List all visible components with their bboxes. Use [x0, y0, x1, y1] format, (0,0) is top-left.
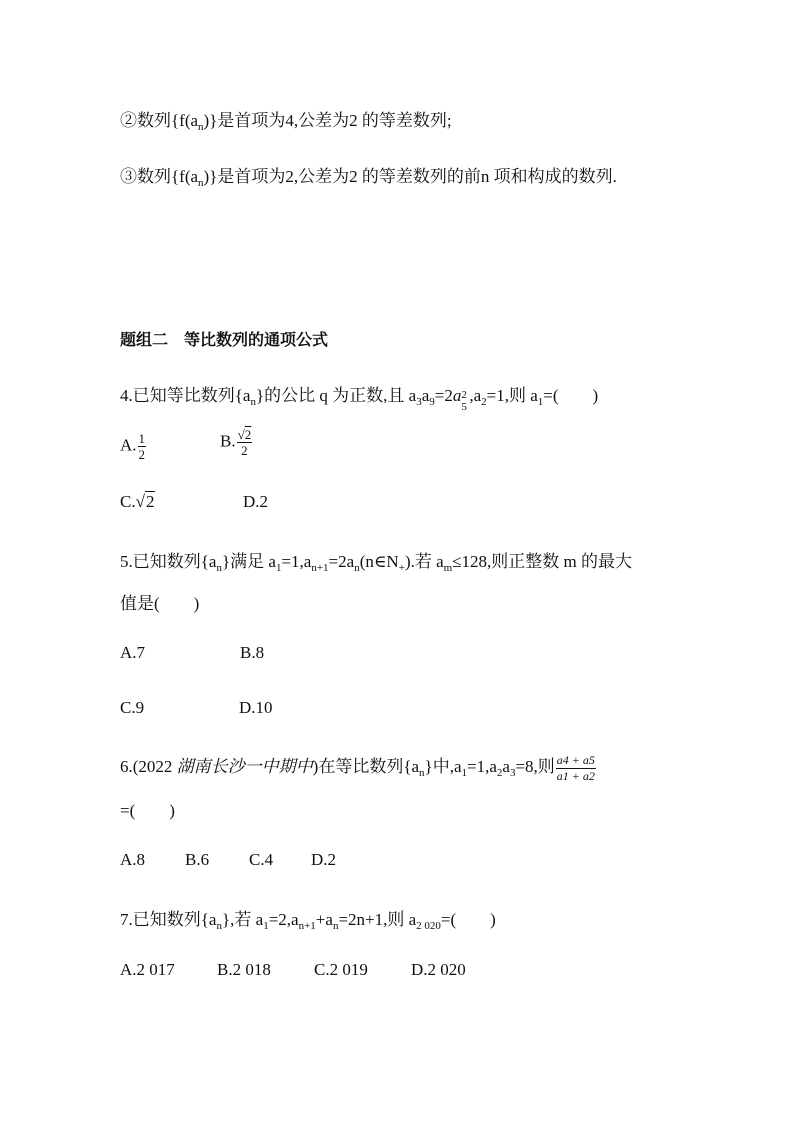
item-condition-3 — [120, 162, 617, 187]
q7-option-c[interactable]: C.2 019 — [314, 960, 368, 979]
text: =( ) — [543, 386, 599, 405]
text: ③数列{f(a — [120, 167, 199, 186]
subscript: 1 — [461, 767, 468, 779]
question-6-line-2: =( ) — [120, 801, 175, 820]
q7-option-a[interactable]: A.2 017 — [120, 960, 175, 979]
question-source: 湖南长沙一中期中 — [176, 757, 313, 776]
section-heading: 题组二 等比数列的通项公式 — [120, 330, 329, 349]
q6-option-d[interactable]: D.2 — [311, 850, 337, 869]
text: =2a — [328, 552, 355, 571]
numerator: a4 + a5 — [556, 752, 595, 767]
denominator: 2 — [138, 447, 146, 462]
subscript: 2 — [496, 767, 503, 779]
subscript: 3 — [416, 396, 422, 408]
text: 6.(2022 — [120, 757, 177, 776]
text: )}是首项为4,公差为2 的等差数列; — [203, 111, 452, 130]
text: }中,a — [424, 757, 462, 776]
subscript: 3 — [509, 767, 516, 779]
text: =2,a — [268, 910, 299, 929]
q6-option-a[interactable]: A.8 — [120, 850, 146, 869]
text: (n∈N — [359, 552, 399, 571]
item-condition-2 — [120, 106, 452, 131]
subscript: + — [398, 562, 405, 574]
q7-option-b[interactable]: B.2 018 — [217, 960, 271, 979]
fraction — [237, 427, 253, 458]
text: )在等比数列{a — [312, 757, 420, 776]
option-label: B. — [220, 431, 236, 451]
subscript: n — [198, 121, 204, 133]
radicand: 2 — [244, 427, 252, 442]
q4-option-a[interactable] — [120, 431, 147, 462]
text: a — [502, 757, 510, 776]
text: =8,则 — [515, 757, 555, 776]
subscript: 1 — [537, 396, 544, 408]
fraction — [556, 753, 596, 784]
subscript: n — [332, 920, 339, 932]
subscript: n — [250, 396, 256, 408]
q5-option-c[interactable]: C.9 — [120, 698, 145, 717]
denominator: a1 + a2 — [556, 768, 595, 783]
text: ②数列{f(a — [120, 111, 199, 130]
text: 7.已知数列{a — [120, 910, 217, 929]
question-7 — [120, 905, 496, 930]
q5-option-a[interactable]: A.7 — [120, 643, 146, 662]
text: ,a — [469, 386, 482, 405]
subscript: n — [198, 177, 204, 189]
denominator: 2 — [241, 443, 248, 458]
question-5-line-2: 值是( ) — [120, 594, 200, 613]
subscript: n+1 — [298, 920, 316, 932]
text: =1,则 a — [486, 386, 538, 405]
question-6 — [120, 752, 597, 784]
subscript: 2 — [481, 396, 487, 408]
sqrt-expression: √2 — [135, 492, 155, 511]
text: =2 — [434, 386, 453, 405]
subscript: n — [216, 562, 222, 574]
option-label: C. — [120, 492, 136, 511]
q6-option-c[interactable]: C.4 — [249, 850, 274, 869]
q4-option-b[interactable] — [220, 427, 253, 458]
q5-option-d[interactable]: D.10 — [239, 698, 273, 717]
subscript: m — [443, 562, 453, 574]
text: }满足 a — [221, 552, 276, 571]
text: ≤128,则正整数 m 的最大 — [452, 552, 633, 571]
subscript: 5 — [461, 401, 467, 413]
numerator: 1 — [138, 431, 146, 446]
subscript: n — [216, 920, 222, 932]
text: },若 a — [221, 910, 264, 929]
subscript: 1 — [263, 920, 269, 932]
radicand: 2 — [145, 492, 155, 511]
option-label: A. — [120, 435, 137, 455]
text: 4.已知等比数列{a — [120, 386, 251, 405]
numerator: √2 — [237, 427, 252, 442]
q4-option-d[interactable]: D.2 — [243, 492, 269, 511]
text: )}是首项为2,公差为2 的等差数列的前n 项和构成的数列. — [203, 167, 617, 186]
subscript: 1 — [275, 562, 282, 574]
text: =( ) — [440, 910, 496, 929]
text: ).若 a — [404, 552, 444, 571]
text: =1,a — [467, 757, 497, 776]
q7-option-d[interactable]: D.2 020 — [411, 960, 466, 979]
q4-option-c[interactable] — [120, 492, 155, 512]
subscript: n — [419, 767, 425, 779]
q5-option-b[interactable]: B.8 — [240, 643, 265, 662]
fraction — [138, 431, 147, 462]
subscript: 9 — [429, 396, 435, 408]
subscript: n+1 — [311, 562, 329, 574]
question-4 — [120, 381, 599, 413]
text: =2n+1,则 a — [338, 910, 417, 929]
superscript: 2 — [461, 389, 467, 401]
text: a — [421, 386, 430, 405]
text: =1,a — [281, 552, 312, 571]
math-variable: a — [452, 386, 462, 405]
subscript: n — [354, 562, 360, 574]
q6-option-b[interactable]: B.6 — [185, 850, 210, 869]
subscript: 2 020 — [416, 920, 441, 932]
text: +a — [315, 910, 333, 929]
text: }的公比 q 为正数,且 a — [255, 386, 417, 405]
question-5 — [120, 547, 632, 572]
text: 5.已知数列{a — [120, 552, 217, 571]
